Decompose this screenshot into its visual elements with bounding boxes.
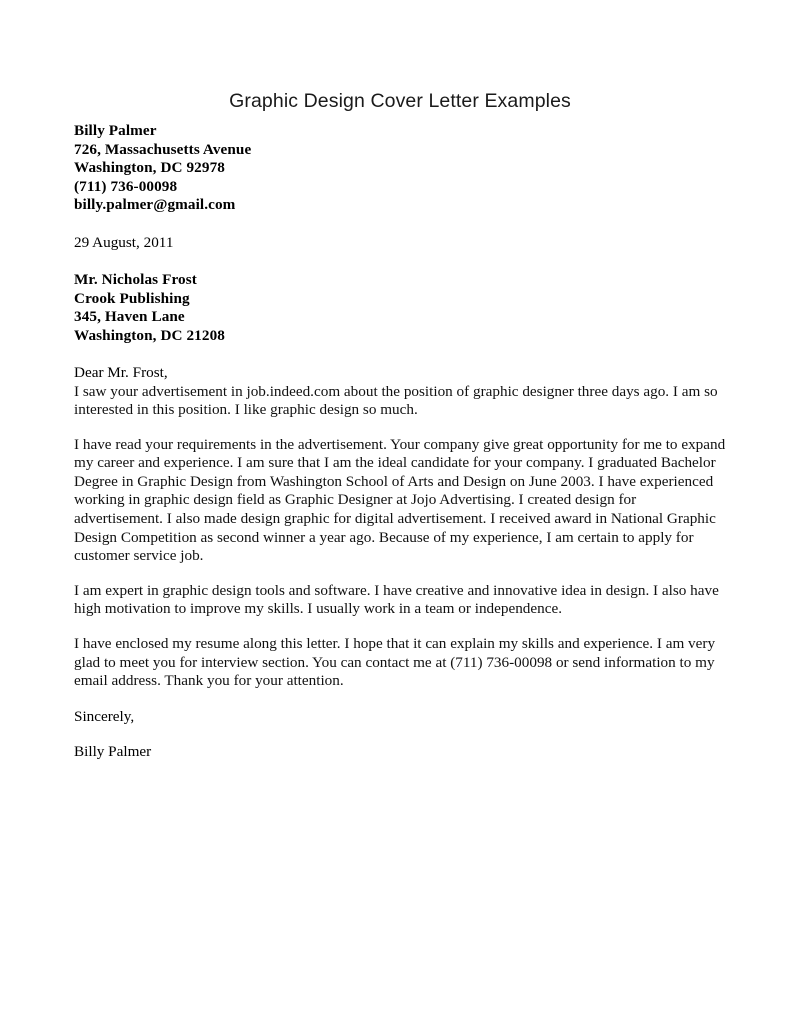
letter-body xyxy=(74,122,728,762)
closing-line: Sincerely, xyxy=(74,707,135,725)
sender-email: billy.palmer@gmail.com xyxy=(74,196,236,213)
recipient-company: Crook Publishing xyxy=(74,289,190,307)
salutation: Dear Mr. Frost, xyxy=(74,364,168,381)
sender-street: 726, Massachusetts Avenue xyxy=(74,140,252,158)
sender-phone: (711) 736-00098 xyxy=(74,177,178,195)
page-title: Graphic Design Cover Letter Examples xyxy=(229,90,571,112)
sender-city-state-zip: Washington, DC 92978 xyxy=(74,159,225,176)
recipient-street: 345, Haven Lane xyxy=(74,308,185,325)
recipient-name: Mr. Nicholas Frost xyxy=(74,271,197,288)
body-paragraph: I have enclosed my resume along this letter. I hope that it can explain my skills and experience. I am very glad to meet you for interview section. You can contact me at (711) 736-00098 or send information to my email address. Thank you for your attention. xyxy=(74,635,716,690)
recipient-address-block xyxy=(74,271,728,345)
body-paragraph: I am expert in graphic design tools and software. I have creative and innovative idea in design. I also have high motivation to improve my skills. I usually work in a team or independence. xyxy=(74,581,719,618)
sender-name: Billy Palmer xyxy=(74,122,157,139)
sender-address-block xyxy=(74,122,728,215)
body-paragraph: I saw your advertisement in job.indeed.com about the position of graphic designer three days ago. I am so interested in this position. I like graphic design so much. xyxy=(74,382,718,419)
signature-name: Billy Palmer xyxy=(74,743,152,761)
recipient-city-state-zip: Washington, DC 21208 xyxy=(74,326,225,344)
body-paragraph: I have read your requirements in the advertisement. Your company give great opportunity for me to expand my career and experience. I am sure that I am the ideal candidate for your company. I graduated Bachelor Degree in Graphic Design from Washington School of Arts and Design on June 2003. I have experienced working in graphic design field as Graphic Designer at Jojo Advertising. I created design for advertisement. I also made design graphic for digital advertisement. I received award in National Graphic Design Competition as second winner a year ago. Because of my experience, I am certain to apply for customer service job. xyxy=(74,435,726,565)
letter-date: 29 August, 2011 xyxy=(74,233,174,251)
